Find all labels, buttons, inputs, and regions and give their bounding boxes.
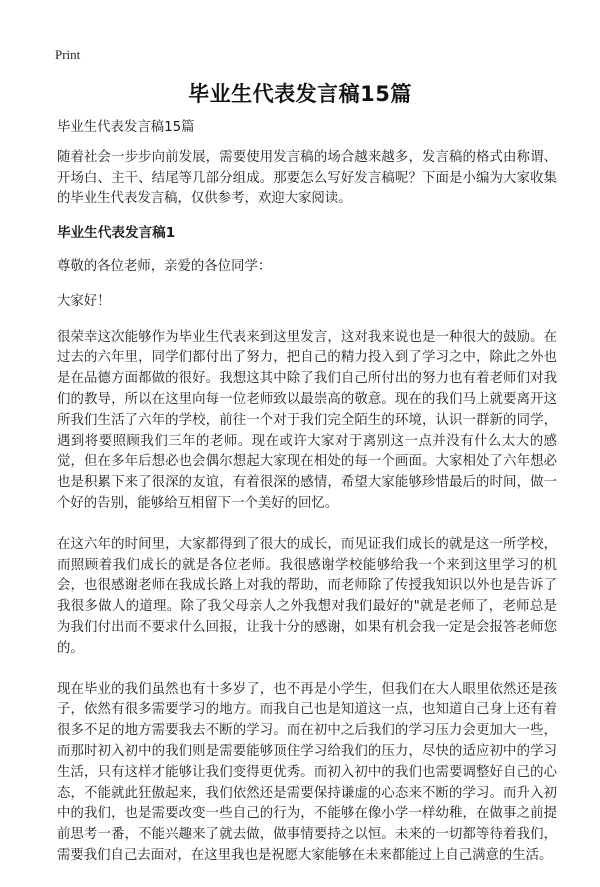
page-title: 毕业生代表发言稿15篇	[188, 82, 412, 106]
document-body	[57, 118, 557, 887]
greeting-line: 尊敬的各位老师，亲爱的各位同学：	[57, 258, 272, 274]
body-paragraph: 现在毕业的我们虽然也有十多岁了，也不再是小学生，但我们在大人眼里依然还是孩子，依然有很多需要学习的地方。而我自己也是知道这一点，也知道自己身上还有着很多不足的地方需要我去不断的学习。而在初中之后我们的学习压力会更加大一些，而那时初入初中的我们则是需要能够顶住学习给我们的压力，尽快的适应初中的学习生活，只有这样才能够让我们变得更优秀。而初入初中的我们也需要调整好自己的心态，不能就此狂傲起来，我们依然还是需要保持谦虚的心态来不断的学习。而升入初中的我们，也是需要改变一些自己的行为，不能够在像小学一样幼稚，在做事之前提前思考一番，不能兴趣来了就去做，做事情要持之以恒。未来的一切都等待着我们，需要我们自己去面对，在这里我也是祝愿大家能够在未来都能过上自己满意的生活。	[57, 681, 557, 863]
print-link[interactable]: Print	[55, 47, 81, 62]
hello-line: 大家好！	[57, 293, 111, 309]
document-subtitle: 毕业生代表发言稿15篇	[57, 120, 195, 135]
body-paragraph: 很荣幸这次能够作为毕业生代表来到这里发言，这对我来说也是一种很大的鼓励。在过去的六年里，同学们都付出了努力，把自己的精力投入到了学习之中，除此之外也是在品德方面都做的很好。我想这其中除了我们自己所付出的努力也有着老师们对我们的教导，所以在这里向每一位老师致以最崇高的敬意。现在的我们马上就要离开这所我们生活了六年的学校，前往一个对于我们完全陌生的环境，认识一群新的同学，遇到将要照顾我们三年的老师。现在或许大家对于离别这一点并没有什么太大的感觉，但在多年后想必也会偶尔想起大家现在相处的每一个画面。大家相处了六年想必也是积累下来了很深的友谊，有着很深的感情，希望大家能够珍惜最后的时间，做一个好的告别，能够给互相留下一个美好的回忆。	[57, 329, 557, 511]
intro-paragraph: 随着社会一步步向前发展，需要使用发言稿的场合越来越多，发言稿的格式由称谓、开场白、主干、结尾等几部分组成。那要怎么写好发言稿呢？下面是小编为大家收集的毕业生代表发言稿，仅供参考，欢迎大家阅读。	[57, 149, 557, 207]
section-heading: 毕业生代表发言稿1	[57, 225, 176, 242]
body-paragraph: 在这六年的时间里，大家都得到了很大的成长，而见证我们成长的就是这一所学校，而照顾着我们成长的就是各位老师。我很感谢学校能够给我一个来到这里学习的机会，也很感谢老师在我成长路上对我的帮助，而老师除了传授我知识以外也是告诉了我很多做人的道理。除了我父母亲人之外我想对我们最好的"就是老师了，老师总是为我们付出而不要求什么回报，让我十分的感谢，如果有机会我一定是会报答老师您的。	[57, 536, 557, 656]
